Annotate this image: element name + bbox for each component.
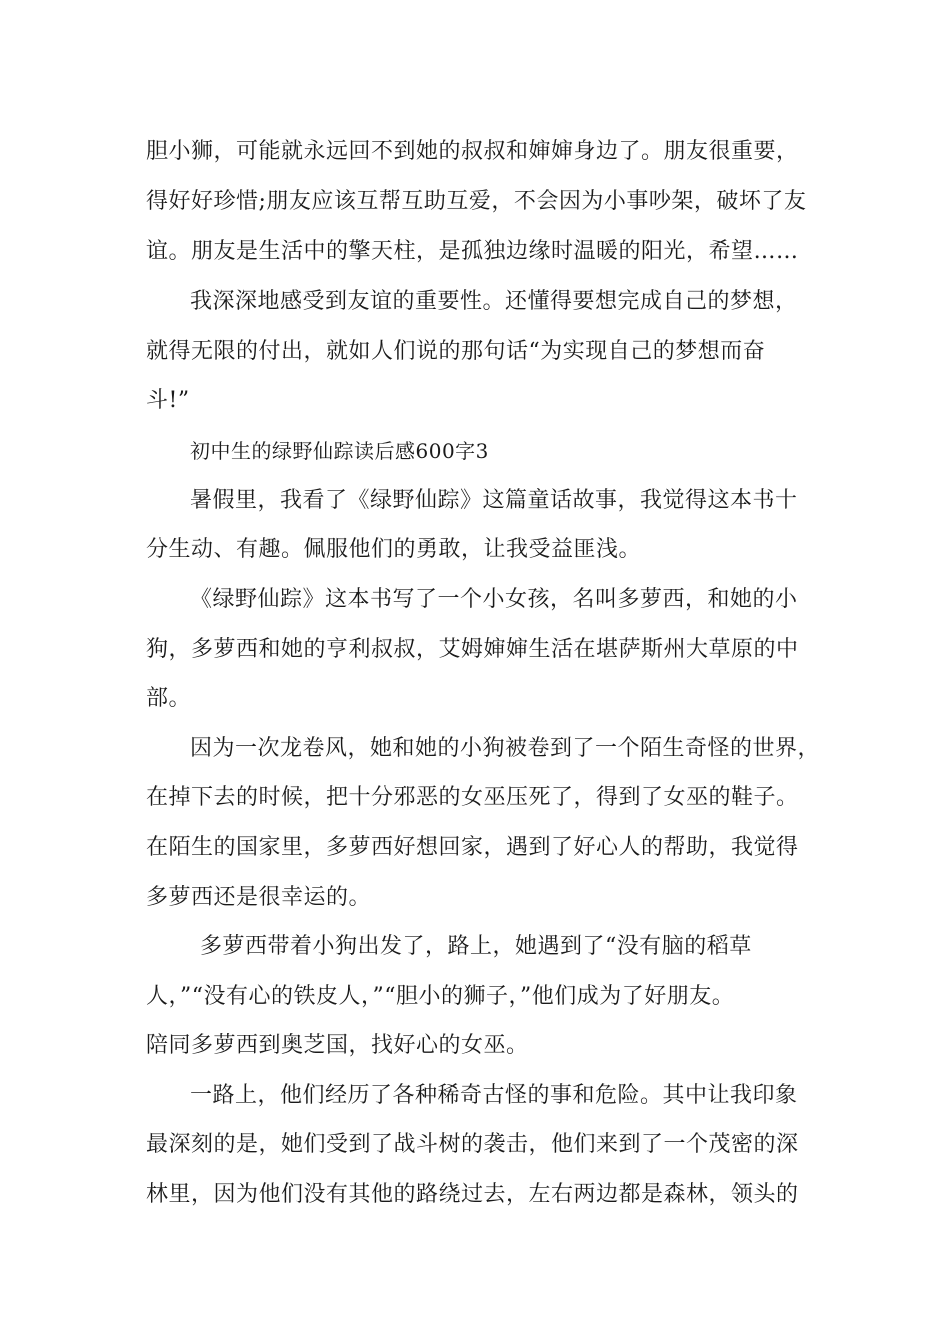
paragraph-line: 在掉下去的时候，把十分邪恶的女巫压死了，得到了女巫的鞋子。 — [146, 785, 799, 810]
paragraph-line: 在陌生的国家里，多萝西好想回家，遇到了好心人的帮助，我觉得 — [146, 835, 799, 860]
paragraph-line: 人，”“没有心的铁皮人，”“胆小的狮子，”他们成为了好朋友。 — [146, 984, 735, 1009]
paragraph-line: 得好好珍惜;朋友应该互帮互助互爱，不会因为小事吵架，破坏了友 — [146, 189, 807, 214]
paragraph-line: 多萝西带着小狗出发了，路上，她遇到了“没有脑的稻草 — [200, 934, 752, 959]
paragraph-line: 一路上，他们经历了各种稀奇古怪的事和危险。其中让我印象 — [190, 1083, 798, 1108]
paragraph-line: 谊。朋友是生活中的擎天柱，是孤独边缘时温暖的阳光，希望…… — [146, 239, 799, 264]
paragraph-line: 因为一次龙卷风，她和她的小狗被卷到了一个陌生奇怪的世界， — [190, 736, 821, 761]
paragraph-line: 《绿野仙踪》这本书写了一个小女孩，名叫多萝西，和她的小 — [190, 587, 798, 612]
paragraph-line: 分生动、有趣。佩服他们的勇敢，让我受益匪浅。 — [146, 537, 642, 562]
section-heading: 初中生的绿野仙踪读后感600字3 — [190, 439, 489, 463]
paragraph-line: 胆小狮，可能就永远回不到她的叔叔和婶婶身边了。朋友很重要， — [146, 139, 799, 164]
paragraph-line: 就得无限的付出，就如人们说的那句话“为实现自己的梦想而奋 — [146, 339, 766, 364]
paragraph-line: 狗，多萝西和她的亨利叔叔，艾姆婶婶生活在堪萨斯州大草原的中 — [146, 637, 799, 662]
paragraph-line: 林里，因为他们没有其他的路绕过去，左右两边都是森林，领头的 — [146, 1182, 799, 1207]
paragraph-line: 我深深地感受到友谊的重要性。还懂得要想完成自己的梦想， — [190, 289, 798, 314]
paragraph-line: 部。 — [146, 686, 192, 711]
paragraph-line: 最深刻的是，她们受到了战斗树的袭击，他们来到了一个茂密的深 — [146, 1132, 799, 1157]
paragraph-line: 暑假里，我看了《绿野仙踪》这篇童话故事，我觉得这本书十 — [190, 488, 798, 513]
paragraph-line: 陪同多萝西到奥芝国，找好心的女巫。 — [146, 1033, 529, 1058]
paragraph-line: 斗!” — [146, 388, 190, 413]
paragraph-line: 多萝西还是很幸运的。 — [146, 885, 372, 910]
